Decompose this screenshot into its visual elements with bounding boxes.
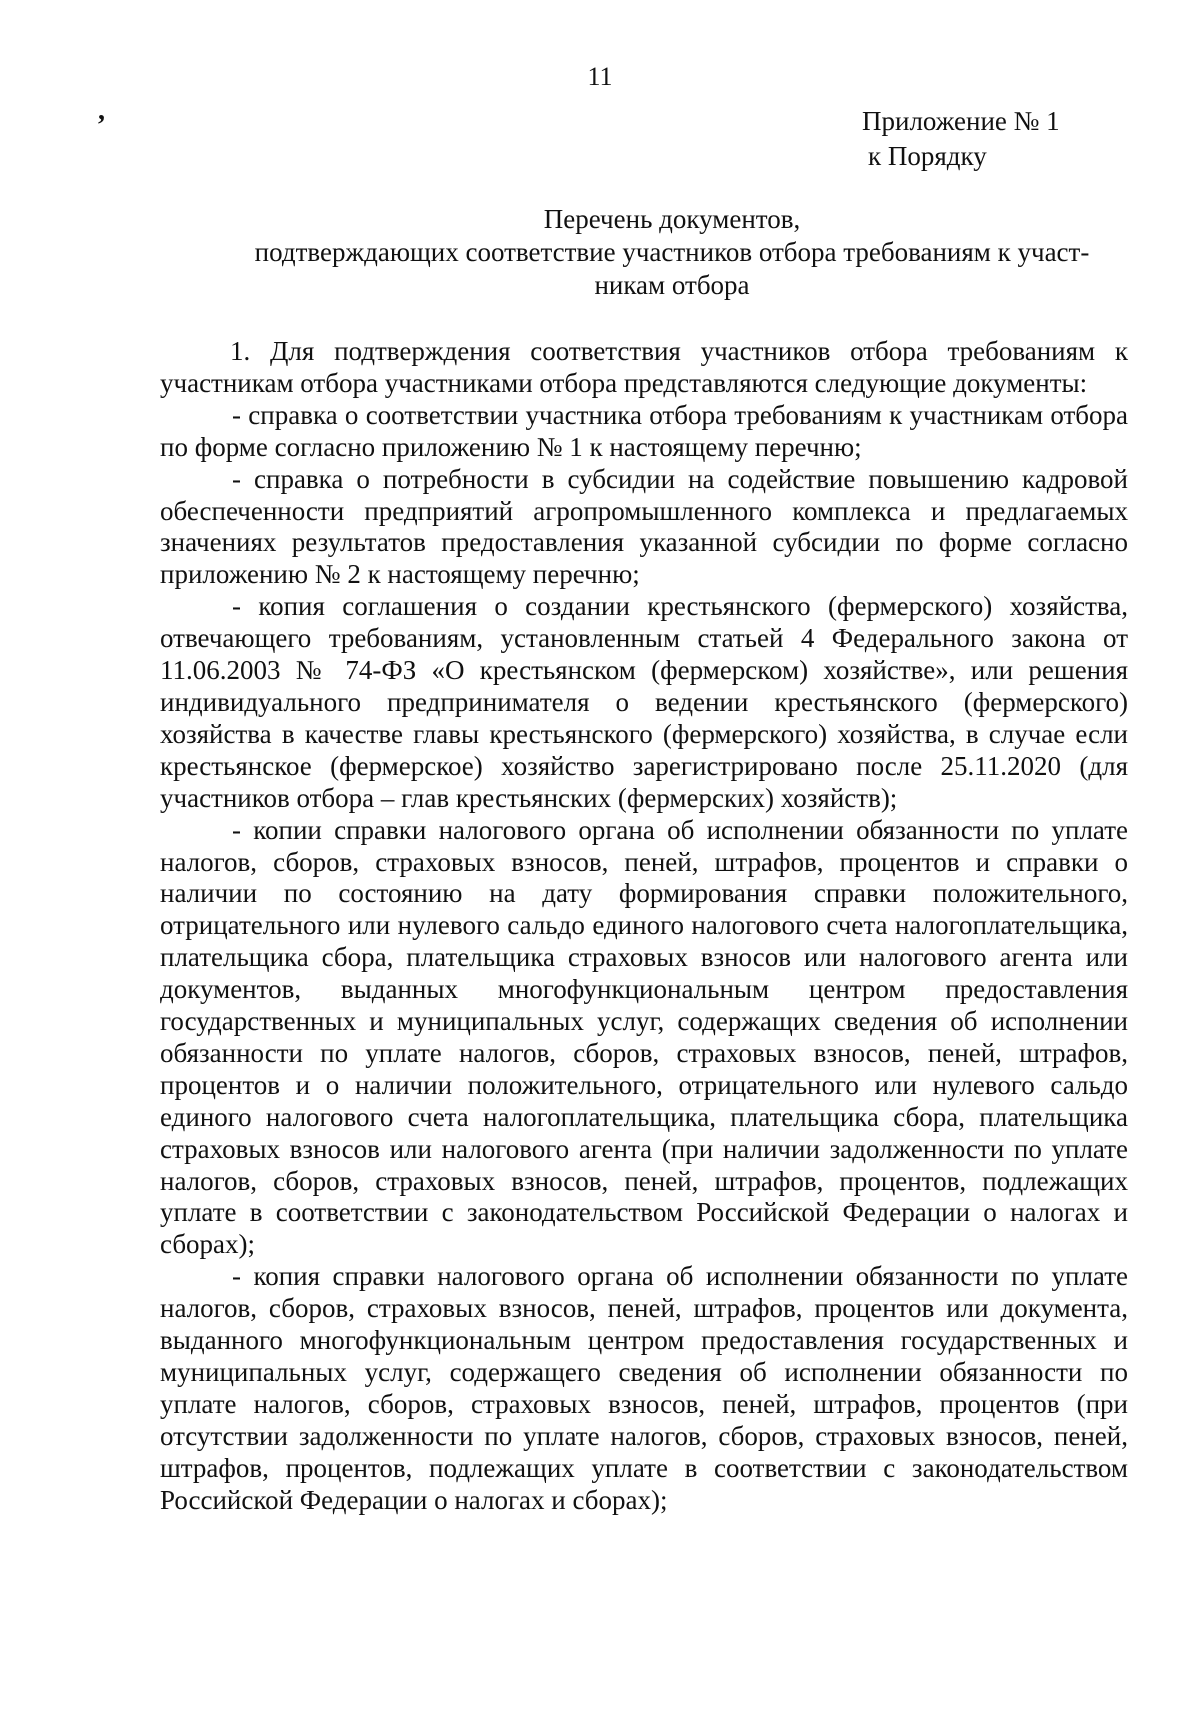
- title-line-3: никам отбора: [594, 270, 750, 300]
- title-line-2: подтверждающих соответствие участников отбора требованиям к участ-: [254, 237, 1090, 267]
- paragraph-intro: 1. Для подтверждения соответствия участников отбора требованиям к участникам отбора участниками отбора представляются следующие документы:: [160, 336, 1128, 398]
- list-item-tax-certificates-with-debt: - копии справки налогового органа об исполнении обязанности по уплате налогов, сборов, страховых взносов, пеней, штрафов, процентов и справки о наличии по состоянию на дату формирования справки положительного, отрицательного или нулевого сальдо единого налогового счета налогоплательщика, плательщика сбора, плательщика страховых взносов или налогового агента или документов, выданных многофункциональным центром предоставления государственных и муниципальных услуг, содержащих сведения об исполнении обязанности по уплате налогов, сборов, страховых взносов, пеней, штрафов, процентов и о наличии положительного, отрицательного или нулевого сальдо единого налогового счета налогоплательщика, плательщика сбора, плательщика страховых взносов или налогового агента (при наличии задолженности по уплате налогов, сборов, страховых взносов, пеней, штрафов, процентов, подлежащих уплате в соответствии с законодательством Российской Федерации о налогах и сборах);: [160, 814, 1128, 1260]
- appendix-label: Приложение № 1: [862, 106, 1060, 136]
- list-item-tax-certificate-no-debt: - копия справки налогового органа об исполнении обязанности по уплате налогов, сборов, страховых взносов, пеней, штрафов, процентов или документа, выданного многофункциональным центром предоставления государственных и муниципальных услуг, содержащего сведения об исполнении обязанности по уплате налогов, сборов, страховых взносов, пеней, штрафов, процентов (при отсутствии задолженности по уплате налогов, сборов, страховых взносов, пеней, штрафов, процентов, подлежащих уплате в соответствии с законодательством Российской Федерации о налогах и сборах);: [160, 1261, 1128, 1515]
- appendix-header: [862, 104, 1060, 174]
- document-body: [160, 336, 1128, 1517]
- list-item-compliance-certificate: - справка о соответствии участника отбора требованиям к участникам отбора по форме согласно приложению № 1 к настоящему перечню;: [160, 399, 1128, 462]
- page-number: 11: [587, 62, 613, 91]
- document-title: [232, 203, 1112, 302]
- title-line-1: Перечень документов,: [543, 204, 801, 234]
- list-item-subsidy-need-certificate: - справка о потребности в субсидии на содействие повышению кадровой обеспеченности предприятий агропромышленного комплекса и предлагаемых значениях результатов предоставления указанной субсидии по форме согласно приложению № 2 к настоящему перечню;: [160, 463, 1128, 590]
- list-item-farm-agreement-copy: - копия соглашения о создании крестьянского (фермерского) хозяйства, отвечающего требованиям, установленным статьей 4 Федерального закона от 11.06.2003 № 74-ФЗ «О крестьянском (фермерском) хозяйстве», или решения индивидуального предпринимателя о ведении крестьянского (фермерского) хозяйства в качестве главы крестьянского (фермерского) хозяйства, в случае если крестьянское (фермерское) хозяйство зарегистрировано после 25.11.2020 (для участников отбора – глав крестьянских (фермерских) хозяйств);: [160, 591, 1128, 813]
- appendix-reference: к Порядку: [868, 141, 987, 171]
- stray-mark: ,: [98, 95, 105, 126]
